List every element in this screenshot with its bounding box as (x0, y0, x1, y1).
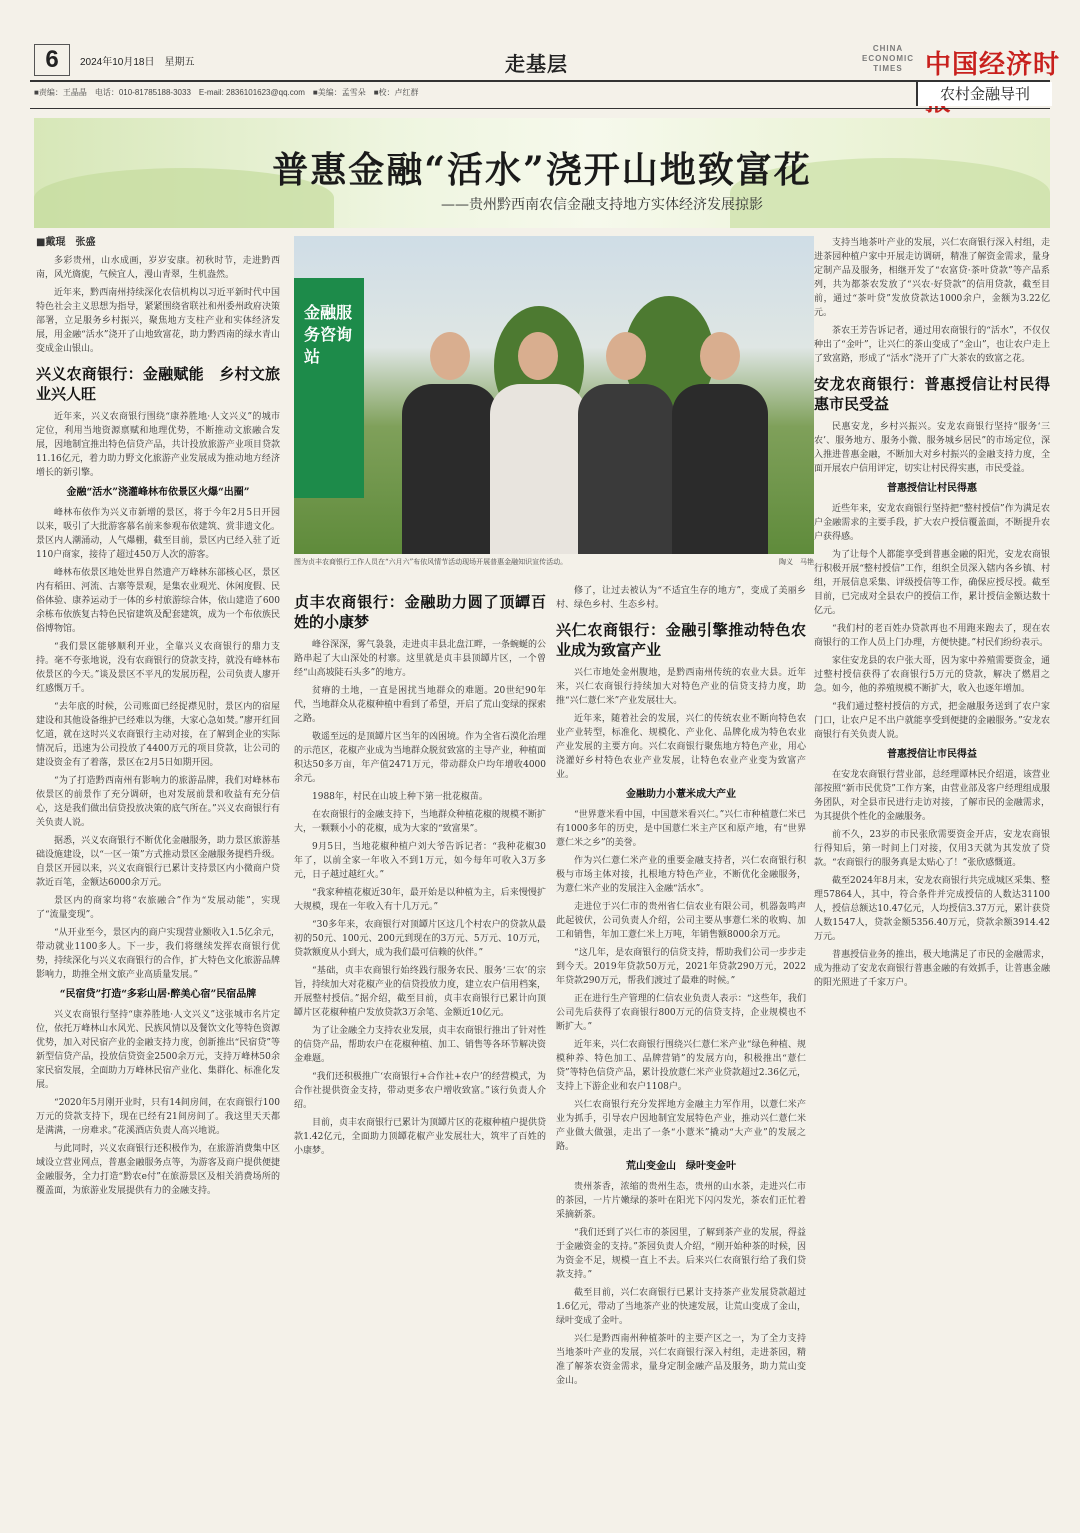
column-name: 农村金融导刊 (916, 82, 1052, 106)
section-heading-anlong: 安龙农商银行：普惠授信让村民得惠市民受益 (814, 375, 1050, 413)
paragraph: 兴仁农商银行充分发挥地方金融主力军作用，以薏仁米产业为抓手，引导农户因地制宜发展特色产业，推动兴仁薏仁米产业做大做强，走出了一条“小薏米”撬动“大产业”的发展之路。 (556, 1100, 806, 1152)
column-c (556, 584, 806, 1392)
paragraph: 为了让每个人都能享受到普惠金融的阳光，安龙农商银行积极开展“整村授信”工作，组织全员深入辖内各乡镇、村组，开展信息采集、评级授信等工作，确保应授尽授。截至目前，已完成对全县农户的授信工作，累计授信金额达数十亿元。 (814, 550, 1050, 616)
paragraph: 茶农王芳告诉记者，通过用农商银行的“活水”，不仅仅种出了“金叶”，让兴仁的茶山变成了“金山”，也让农户走上了致富路，形成了“活水”浇开了广大茶农的致富之花。 (814, 326, 1050, 364)
column-a (36, 236, 280, 1202)
photo-caption (294, 557, 814, 567)
paragraph: 1988年，村民在山坡上种下第一批花椒苗。 (312, 792, 488, 802)
headline-banner (34, 118, 1050, 228)
paragraph: “我家种植花椒近30年，最开始是以种植为主，后来慢慢扩大规模，现在一年收入有十几万元。” (294, 888, 546, 912)
paragraph: “我们还到了兴仁市的茶园里，了解到茶产业的发展，得益于金融资金的支持。”茶园负责人介绍，“刚开始种茶的时候，因为资金不足，规模一直上不去。后来兴仁农商银行给了我们贷款支持。” (556, 1228, 806, 1280)
paragraph: 景区内的商家均将“农旅融合”作为“发展动能”，实现了“流量变现”。 (36, 896, 280, 920)
paragraph: 近年来，兴义农商银行围绕“康养胜地·人文兴义”的城市定位，利用当地资源禀赋和地理优势，不断推动文旅融合发展，因地制宜推出特色信贷产品，共计投放旅游产业项目贷款11.16亿元，着力助力野文化旅游产业发展成为推动地方经济增长的新引擎。 (36, 412, 280, 478)
logo-en-line: TIMES (873, 64, 903, 73)
subheading: “民宿贷”打造“多彩山居·醉美心宿”民宿品牌 (59, 989, 257, 1000)
editor-credits: ■责编：王晶晶 电话：010-81785188-3033 E-mail: 2836101623@qq.com ■美编：孟雪朵 ■校：卢红群 (34, 88, 419, 97)
paragraph: 为了让金融全力支持农业发展，贞丰农商银行推出了针对性的信贷产品，帮助农户在花椒种植、加工、销售等各环节解决资金难题。 (294, 1026, 547, 1064)
paragraph: 近年来，黔西南州持续深化农信机构以习近平新时代中国特色社会主义思想为指导，紧紧围绕省联社和州委州政府决策部署，立足服务乡村振兴，聚焦地方支柱产业和实体经济发展，用金融“活水”浇开了山地致富花，助力黔西南的绿水青山变成金山银山。 (36, 288, 280, 354)
paragraph: “2020年5月刚开业时，只有14间房间，在农商银行100万元的贷款支持下，现在已经有21间房间了。我这里天天都是满满，一房难求。”花溪酒店负责人高兴地说。 (36, 1098, 280, 1136)
paragraph: 家住安龙县的农户张大哥，因为家中养殖需要资金，通过整村授信获得了农商银行5万元的贷款，解决了燃眉之急。如今，他的养殖规模不断扩大，收入也逐年增加。 (814, 656, 1050, 694)
person-head (606, 332, 646, 380)
paragraph: “我们还积极推广‘农商银行+合作社+农户’的经营模式，为合作社提供资金支持，带动更多农户增收致富。”该行负责人介绍。 (294, 1072, 546, 1110)
paragraph: “去年底的时候，公司账面已经捉襟见肘，景区内的宿屋建设和其他设备维护已经难以为继，大家心急如焚。”廖开红回忆道，就在这时兴义农商银行主动对接，在了解到企业的实际情况后，迅速为公司投放了4400万元的项目贷款，让公司的建设资金有了着落，景区在2月5日如期开园。 (36, 702, 280, 768)
paragraph: 9月5日，当地花椒种植户刘大爷告诉记者：“我种花椒30年了，以前全家一年收入不到1万元，如今每年可收入3万多元，日子越过越红火。” (294, 842, 546, 880)
subheading: 普惠授信让村民得惠 (887, 483, 977, 494)
person-body (490, 384, 586, 554)
paragraph: 修了，让过去被认为“不适宜生存的地方”，变成了美丽乡村、绿色乡村、生态乡村。 (556, 586, 806, 610)
paragraph: “从开业至今，景区内的商户实现营业额收入1.5亿余元，带动就业1100多人。下一步，我们将继续发挥农商银行优势，持续深化与兴义农商银行的合作，扩大特色文化旅游品牌影响力，助推全州文旅产业高质量发展。” (36, 928, 280, 980)
paragraph: 峰林布依作为兴义市新增的景区，将于今年2月5日开园以来，吸引了大批游客慕名前来参观布依建筑、赏非遗文化。景区内人潮涌动，人气爆棚，截至目前，景区内已经入驻了近110户商家，接待了超过450万人次的游客。 (36, 508, 280, 560)
paragraph: 民惠安龙，乡村兴振兴。安龙农商银行坚持“服务‘三农’、服务地方、服务小微、服务城乡居民”的市场定位，深入推进普惠金融，不断加大对乡村振兴的金融支持力度，全面开展农户信用评定，切实让村民得实惠，市民受益。 (814, 422, 1050, 474)
paragraph: 贵州茶香，浓缩的贵州生态，贵州的山水茶，走进兴仁市的茶园，一片片嫩绿的茶叶在阳光下闪闪发光，茶农们正忙着采摘新茶。 (556, 1182, 806, 1220)
column-d (814, 236, 1050, 994)
paragraph: “我们通过整村授信的方式，把金融服务送到了农户家门口，让农户足不出户就能享受到便捷的金融服务。”安龙农商银行有关负责人说。 (814, 702, 1050, 740)
paragraph: “世界薏米看中国，中国薏米看兴仁。”兴仁市种植薏仁米已有1000多年的历史，是中国薏仁米主产区和原产地，有“世界薏仁米之乡”的美誉。 (556, 810, 806, 848)
subheading: 金融助力小薏米成大产业 (626, 789, 736, 800)
person-body (402, 384, 498, 554)
section-heading-zhenfeng: 贞丰农商银行：金融助力圆了顶罈百姓的小康梦 (294, 593, 546, 631)
paragraph: 截至目前，兴仁农商银行已累计支持茶产业发展贷款超过1.6亿元，带动了当地茶产业的快速发展，让荒山变成了金山，绿叶变成了金叶。 (556, 1288, 806, 1326)
subheading: 荒山变金山 绿叶变金叶 (626, 1161, 736, 1172)
article-headline: 普惠金融“活水”浇开山地致富花 (272, 149, 812, 191)
photo-credit: 陶义 马艳 (779, 558, 814, 566)
photo-person (578, 332, 674, 554)
page-number: 6 (34, 44, 70, 76)
booth-sign: 金融服务咨询站 (304, 303, 353, 366)
issue-date: 2024年10月18日 星期五 (80, 57, 195, 68)
article-subhead: ——贵州黔西南农信金融支持地方实体经济发展掠影 (441, 197, 763, 213)
paragraph: “这几年，是农商银行的信贷支持，帮助我们公司一步步走到今天。2019年贷款50万元，2021年贷款290万元，2022年贷款290万元，帮我们渡过了最难的时候。” (556, 948, 806, 986)
paragraph: 正在进行生产管理的仁信农业负责人表示：“这些年，我们公司先后获得了农商银行800万元的信贷支持，企业规模也不断扩大。” (556, 994, 806, 1032)
photo-person (490, 332, 586, 554)
paragraph: “为了打造黔西南州有影响力的旅游品牌，我们对峰林布依景区的前景作了充分调研，也对发展前景和收益有充分信心，这是我们做出信贷投放决策的底气所在。”兴义农商银行有关负责人说。 (36, 776, 280, 828)
person-body (578, 384, 674, 554)
consulting-booth (294, 278, 364, 498)
paragraph: 多彩贵州，山水成画，岁岁安康。初秋时节，走进黔西南，风光旖旎，气候宜人，漫山青翠，生机盎然。 (36, 256, 280, 280)
paragraph: 峰林布依景区地处世界自然遗产万峰林东部核心区，景区内有稻田、河流、古寨等景观，是集农业观光、休闲度假、民俗体验、康养运动于一体的乡村旅游综合体，依山建造了600余栋布依族复古特色民宿建筑及配套建筑，成为一个布依族民俗博物馆。 (36, 568, 280, 634)
paragraph: 近年来，随着社会的发展，兴仁的传统农业不断向特色农业产业转型，标准化、规模化、产业化、品牌化成为特色农业产业发展的主要方向。兴仁农商银行聚焦地方特色产业，用心浇灌好乡村特色农业产业发展，让特色农业产业变为致富产业。 (556, 714, 806, 780)
header-rule (30, 80, 1050, 82)
paragraph: 目前，贞丰农商银行已累计为顶罈片区的花椒种植户提供贷款1.42亿元，全面助力顶罈花椒产业发展壮大，筑牢了百姓的小康梦。 (294, 1118, 547, 1156)
section-heading-xingyi: 兴义农商银行：金融赋能 乡村文旅业兴人旺 (36, 365, 280, 403)
subheading: 普惠授信让市民得益 (887, 749, 977, 760)
paragraph: 峰谷深深，雾气袅袅，走进贞丰县北盘江畔，一条蜿蜒的公路串起了大山深处的村寨。这里就是贞丰县顶罈片区，一个曾经“山高坡陡石头多”的地方。 (294, 640, 547, 678)
paragraph: “我们景区能够顺利开业，全靠兴义农商银行的鼎力支持。毫不夸张地说，没有农商银行的贷款支持，就没有峰林布依景区的今天。”谈及景区不平凡的发展历程，公司负责人廖开红感慨万千。 (36, 642, 280, 694)
column-b (294, 584, 546, 1162)
paragraph: 兴义农商银行坚持“康养胜地·人文兴义”这张城市名片定位，依托万峰林山水风光、民族风情以及餐饮文化等特色资源优势，加入对民宿产业的金融支持力度，创新推出“民宿贷”等新型信贷产品，投放信贷资金2500余万元，支持万峰林50余家民宿发展，全面助力万峰林民宿产业化、集群化、标准化发展。 (36, 1010, 280, 1090)
paragraph: 普惠授信业务的推出，极大地满足了市民的金融需求，成为推动了安龙农商银行普惠金融的有效抓手，让普惠金融的阳光照进了千家万户。 (814, 950, 1050, 988)
person-head (700, 332, 740, 380)
header-rule-bottom (30, 108, 1050, 109)
paragraph: 截至2024年8月末，安龙农商银行共完成城区采集、整理57864人，其中，符合条件并完成授信的人数达31100人，授信总额达10.47亿元，人均授信3.37万元，累计获贷人数1547人，贷款金额5356.40万元，贷款余额3914.42万元。 (814, 876, 1050, 942)
paragraph: 走进位于兴仁市的贵州省仁信农业有限公司，机器轰鸣声此起彼伏，公司负责人介绍，公司主要从事薏仁米的收购、加工和销售，年加工薏仁米上万吨，年销售额8000余万元。 (556, 902, 806, 940)
paragraph: 支持当地茶叶产业的发展，兴仁农商银行深入村组，走进茶园种植户家中开展走访调研，精准了解资金需求，量身定制产品及服务，相继开发了“农富贷·茶叶贷款”等产品系列，共为都茶农发放了“兴农·好贷款”的信用贷款，截至目前，通过“茶叶贷”发放贷款达1000余户，金额为3.22亿元。 (814, 238, 1050, 318)
person-body (672, 384, 768, 554)
paragraph: 作为兴仁薏仁米产业的重要金融支持者，兴仁农商银行积极与市场主体对接，扎根地方特色产业，不断优化金融服务，为薏仁米产业的发展注入金融“活水”。 (556, 856, 806, 894)
paragraph: 在农商银行的金融支持下，当地群众种植花椒的规模不断扩大，一颗颗小小的花椒，成为大家的“致富果”。 (294, 810, 547, 834)
paragraph: 敬遥至远的是顶罈片区当年的凶困境。作为全省石漠化治理的示范区，花椒产业成为当地群众脱贫致富的主导产业，种植面积达50多万亩，年产值2471万元，带动群众户均年增收4000余元。 (294, 732, 547, 784)
person-head (518, 332, 558, 380)
photo-person (402, 332, 498, 554)
paragraph: “30多年来，农商银行对顶罈片区这几个村农户的贷款从最初的50元、100元、200元到现在的3万元、5万元、10万元，贷款额度从小到大，成为我们最可信赖的伙伴。” (294, 920, 546, 958)
newspaper-logo: 中国经济时 (925, 50, 1061, 80)
caption-text: 图为贞丰农商银行工作人员在“六月六”布依风情节活动现场开展普惠金融知识宣传活动。 (294, 558, 568, 566)
person-head (430, 332, 470, 380)
masthead (0, 0, 1080, 110)
paragraph: 前不久，23岁的市民张欣需要资金开店，安龙农商银行得知后，第一时间上门对接，仅用3天就为其发放了贷款。“农商银行的服务真是太贴心了！”张欣感慨道。 (814, 830, 1050, 868)
paragraph: “我们村的老百姓办贷款再也不用跑来跑去了，现在农商银行的工作人员上门办理，方便快捷。”村民们纷纷表示。 (814, 624, 1050, 648)
paragraph: 与此同时，兴义农商银行还积极作为，在旅游消费集中区域设立营业网点，普惠金融服务点等，为游客及商户提供便捷金融服务，全力打造“黔农e付”在旅游景区及相关消费场所的覆盖面，为旅游业发展提供有力的金融支持。 (36, 1144, 280, 1196)
paragraph: 据悉，兴义农商银行不断优化金融服务，助力景区旅游基础设施建设，以“一区一策”方式推动景区金融服务提档升级。自景区开园以来，兴义农商银行已累计支持景区内小微商户贷款近百笔，金额达6000余万元。 (36, 836, 280, 888)
logo-en-line: ECONOMIC (862, 54, 914, 63)
section-title: 走基层 (505, 52, 568, 76)
article-photo (294, 236, 814, 554)
photo-person (672, 332, 768, 554)
paragraph: 近年来，兴仁农商银行围绕兴仁薏仁米产业“绿色种植、规模种养、特色加工、品牌营销”的发展方向，积极推出“薏仁贷”等特色信贷产品，累计投放薏仁米产业贷款超过2.36亿元，支持上下游企业和农户1108户。 (556, 1040, 806, 1092)
paragraph: 兴仁市地处金州腹地，是黔西南州传统的农业大县。近年来，兴仁农商银行持续加大对特色产业的信贷支持力度，助推“兴仁薏仁米”产业发展壮大。 (556, 668, 806, 706)
subheading: 金融“活水”浇灌峰林布依景区火爆“出圈” (66, 487, 250, 498)
byline: ■戴琨 张盛 (36, 237, 96, 248)
paragraph: 在安龙农商银行营业部，总经理谭林民介绍道，该营业部按照“新市民优贷”工作方案，由营业部及客户经理组成服务团队，对全县市民进行走访对接，了解市民的金融需求，为其提供个性化的金融服务。 (814, 770, 1050, 822)
section-heading-xingren: 兴仁农商银行：金融引擎推动特色农业成为致富产业 (556, 621, 806, 659)
paragraph: 近些年来，安龙农商银行坚持把“整村授信”作为满足农户金融需求的主要手段，扩大农户授信覆盖面，不断提升农户获得感。 (814, 504, 1050, 542)
paragraph: 贫瘠的土地，一直是困扰当地群众的难题。20世纪90年代，当地群众从花椒种植中看到了希望，开启了荒山变绿的探索之路。 (294, 686, 547, 724)
paragraph: 兴仁是黔西南州种植茶叶的主要产区之一，为了全力支持当地茶叶产业的发展，兴仁农商银行深入村组，走进茶园，精准了解茶农资金需求，量身定制金融产品及服务，助力荒山变金山。 (556, 1334, 806, 1386)
paragraph: “基础，贞丰农商银行始终践行服务农民、服务‘三农’的宗旨，持续加大对花椒产业的信贷投放力度，建立农户信用档案，开展整村授信。”据介绍，截至目前，贞丰农商银行已累计向顶罈片区花椒种植户发放贷款3万余笔、金额近10亿元。 (294, 966, 547, 1018)
newspaper-logo-en (862, 44, 914, 74)
logo-en-line: CHINA (872, 44, 904, 53)
